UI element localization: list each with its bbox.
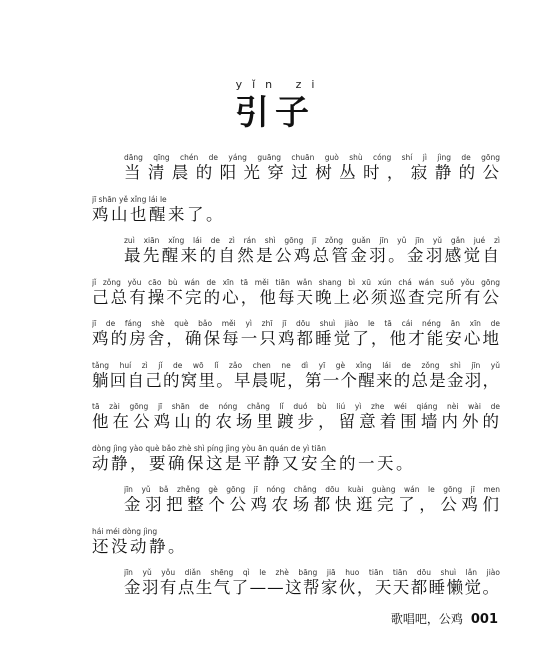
- chapter-title-pinyin: yǐn zi: [235, 78, 325, 91]
- pinyin-line: zuì xiān xǐng lái de zì rán shì gōng jī zǒng guǎn jīn yǔ jīn yǔ gǎn jué zì: [124, 236, 500, 245]
- text-line: [124, 567, 500, 598]
- text-line: [92, 443, 500, 474]
- hanzi-line: 金羽有点生气了——这帮家伙，天天都睡懒觉。: [124, 578, 500, 597]
- pinyin-line: dāng qīng chén de yáng guāng chuān guò shù cóng shí jì jìng de gōng: [124, 153, 500, 162]
- pinyin-line: jīn yǔ bǎ zhěng gè gōng jī nóng chǎng dōu kuài guàng wán le gōng jī men: [124, 485, 500, 494]
- pinyin-line: tā zài gōng jī shān de nóng chǎng lǐ duó bù liú yì zhe wéi qiáng nèi wài de: [92, 402, 500, 411]
- pinyin-line: hái méi dòng jìng: [92, 526, 158, 536]
- chapter-title: 引子: [235, 93, 315, 133]
- page-footer: [391, 610, 498, 627]
- hanzi-line: 躺回自己的窝里。早晨呢，第一个醒来的总是金羽，: [92, 370, 500, 390]
- hanzi-line: 金羽把整个公鸡农场都快逛完了，公鸡们: [124, 495, 500, 514]
- pinyin-line: tǎng huí zì jǐ de wō lǐ zǎo chen ne dì yī gè xǐng lái de zǒng shì jīn yǔ: [92, 360, 500, 370]
- text-line: [92, 194, 500, 225]
- text-line: [92, 318, 500, 349]
- hanzi-line: 当清晨的阳光穿过树丛时，寂静的公: [124, 163, 500, 182]
- text-line: [124, 235, 500, 266]
- hanzi-line: 己总有操不完的心，他每天晚上必须巡查完所有公: [92, 287, 500, 307]
- chapter-title-block: [0, 78, 550, 132]
- page-number: 001: [470, 612, 498, 627]
- text-line: [92, 360, 500, 391]
- hanzi-line: 鸡山也醒来了。: [92, 204, 225, 224]
- hanzi-line: 最先醒来的自然是公鸡总管金羽。金羽感觉自: [124, 246, 500, 265]
- text-line: [92, 526, 500, 557]
- pinyin-line: jī de fáng shè què bǎo měi yì zhī jī dōu shuì jiào le tā cái néng ān xīn de: [92, 319, 500, 328]
- text-line: [124, 484, 500, 515]
- pinyin-line: dòng jìng yào què bǎo zhè shì píng jìng yòu ān quán de yì tiān: [92, 443, 326, 453]
- text-line: [124, 152, 500, 183]
- hanzi-line: 他在公鸡山的农场里踱步，留意着围墙内外的: [92, 412, 500, 431]
- text-line: [92, 277, 500, 308]
- hanzi-line: 动静，要确保这是平静又安全的一天。: [92, 453, 415, 473]
- pinyin-line: jīn yǔ yǒu diǎn shēng qì le zhè bāng jiā huo tiān tiān dōu shuì lǎn jiào: [124, 568, 500, 577]
- hanzi-line: 还没动静。: [92, 536, 187, 556]
- book-caption: 歌唱吧，公鸡: [390, 612, 463, 626]
- text-line: [92, 401, 500, 432]
- pinyin-line: jǐ zǒng yǒu cāo bù wán de xīn tā měi tiān wǎn shang bì xū xún chá wán suǒ yǒu gōng: [92, 277, 500, 287]
- hanzi-line: 鸡的房舍，确保每一只鸡都睡觉了，他才能安心地: [92, 329, 500, 348]
- pinyin-line: jī shān yě xǐng lái le: [92, 194, 167, 204]
